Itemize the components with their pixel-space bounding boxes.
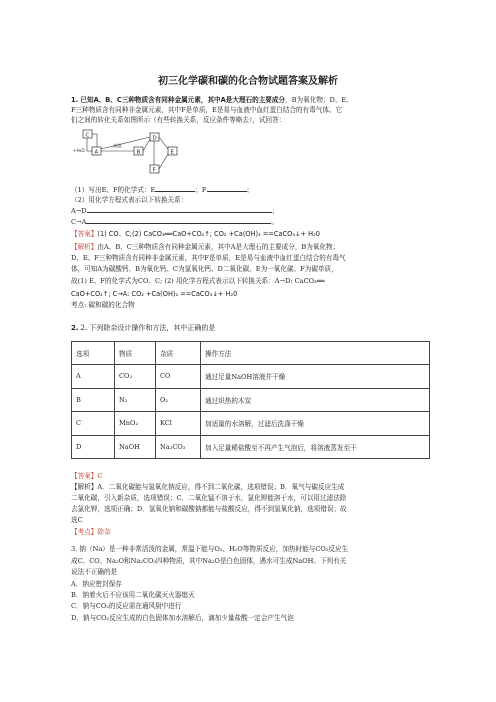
q1-analysis-line-3: 体，可知A为碳酸钙、B为氧化钙、C为氢氧化钙、D二氧化碳、E为一氧化碳、F为碳单质， bbox=[71, 265, 338, 273]
q1-c-to-a: C→A bbox=[71, 218, 87, 226]
cell: A bbox=[72, 365, 115, 389]
arrow-d-to-e bbox=[159, 137, 168, 149]
cell: B bbox=[72, 388, 115, 412]
q2-kaodian: 【考点】除杂 bbox=[71, 528, 111, 536]
box-c-label: C bbox=[85, 132, 90, 139]
table-row bbox=[72, 388, 430, 412]
q3-option-b: B．钠着火后不应该用二氧化碳灭火器熄灭 bbox=[71, 591, 195, 599]
blank-e bbox=[155, 191, 195, 192]
q1-answer bbox=[71, 230, 431, 239]
box-f-label: F bbox=[152, 167, 156, 174]
q3-stem-line-3: 说法不正确的是 bbox=[71, 568, 118, 576]
q1-sub1-end: ； bbox=[246, 186, 254, 194]
table-row bbox=[72, 435, 430, 459]
cell: C bbox=[72, 412, 115, 436]
q1-c-to-a-line: C→A 。 bbox=[71, 218, 278, 226]
q1-sub2: （2）用化学方程式表示以下转换关系： bbox=[71, 196, 188, 204]
header-option: 选项 bbox=[72, 342, 115, 365]
q1-analysis-line-5: CaO+CO₂↑; C→A: CO₂ +Ca(OH)₂ ==CaCO₃↓+ H₂0 bbox=[71, 290, 238, 298]
q1-stem-line-1 bbox=[71, 96, 431, 105]
cell: O₂ bbox=[156, 388, 201, 412]
header-substance: 物质 bbox=[115, 342, 156, 365]
q1-sub1-text: （1）写出E、F的化学式：E bbox=[71, 186, 156, 194]
q1-sub1 bbox=[71, 186, 431, 195]
header-impurity: 杂质 bbox=[156, 342, 201, 365]
blank-f bbox=[207, 191, 247, 192]
cell: N₂ bbox=[115, 388, 156, 412]
cell: Na₂CO₃ bbox=[156, 435, 201, 459]
cell: 通过足量NaOH溶液并干燥 bbox=[201, 365, 430, 389]
table-header-row bbox=[72, 342, 430, 365]
q1-stem-line-2: F三种物质含有同种非金属元素，其中F是单质，E是易与血液中血红蛋白结合的有毒气体。它 bbox=[71, 106, 343, 114]
box-a-label: A bbox=[94, 149, 99, 156]
cell: D bbox=[72, 435, 115, 459]
table-row bbox=[72, 365, 430, 389]
q2-analysis-line-2: 二氧化碳，引入新杂质，选项错误；C．二氧化锰不溶于水，氯化钾能溶于水，可以用过滤法除 bbox=[71, 494, 347, 502]
q2-stem-text: 2. 下列除杂设计操作和方法，其中正确的是 bbox=[80, 324, 216, 332]
page-title: 初三化学碳和碳的化合物试题答案及解析 bbox=[158, 76, 338, 87]
q1-answer-text: (1) CO、C;(2) CaCO₃══CaO+CO₂↑; CO₂ +Ca(OH)₂ ==CaCO₃↓+ H₂0 bbox=[97, 230, 320, 238]
table-row bbox=[72, 412, 430, 436]
arrow-label-high-temp: 高温 bbox=[113, 143, 122, 148]
cell: NaOH bbox=[115, 435, 156, 459]
cell: 通过炽热的木炭 bbox=[201, 388, 430, 412]
q1-a-to-d: A→D bbox=[71, 207, 87, 215]
blank-c-to-a bbox=[86, 223, 271, 224]
answer-tag: 【答案】 bbox=[71, 230, 98, 238]
q3-option-d: D．钠与CO₂反应生成的白色固体加水溶解后，滴加少量盐酸一定会产生气泡 bbox=[71, 614, 294, 622]
q3-option-c: C．钠与CO₂的反应需在通风厨中进行 bbox=[71, 602, 182, 610]
header-method: 操作方法 bbox=[201, 342, 430, 365]
q1-a-to-d-line: A→D ； bbox=[71, 207, 279, 215]
q1-transformation-diagram bbox=[72, 129, 182, 177]
q1-analysis-line-4: 故(1) E、F的化学式为CO、C; (2) 用化学方程式表示以下转换关系：A→D: CaCO₃══ bbox=[71, 277, 325, 285]
q2-analysis-line-3: 去氯化钾，选项正确；D．氢氧化钠和碳酸钠都能与盐酸反应，得不到氢氧化钠，选项错误；故 bbox=[71, 505, 347, 513]
arrow-b-to-d bbox=[143, 139, 150, 151]
blank-a-to-d bbox=[87, 212, 272, 213]
q1-sub1-mid: ；F bbox=[195, 186, 207, 194]
q1-analysis-line-2: D、E、F三种物质含有同种非金属元素，其中F是单质，E是易与血液中血红蛋白结合的有毒气 bbox=[71, 254, 346, 262]
q1-stem-rest: ，B为氧化物；D、E、 bbox=[285, 96, 353, 104]
cell: 加适量的水溶解，过滤后洗涤干燥 bbox=[201, 412, 430, 436]
q1-kaodian: 考点: 碳和碳的化合物 bbox=[71, 301, 135, 309]
q1-analysis-text-1: 由A、B、C三种物质含有同种金属元素，其中A是大理石的主要成分，B为氧化物； bbox=[97, 243, 340, 251]
water-label: +H₂O bbox=[73, 148, 85, 153]
q2-analysis-line-1: 【解析】A．二氧化碳能与氢氧化钠反应，得不到二氧化碳，选项错误；B．氧气与碳反应生成 bbox=[71, 483, 345, 491]
q1-stem-line-3: 们之间的转化关系如图所示（有些转换关系，反应条件等略去），试回答： bbox=[71, 116, 286, 124]
box-d-label: D bbox=[152, 135, 157, 142]
q3-option-a: A．钠应密封保存 bbox=[71, 580, 122, 588]
q2-analysis-line-4: 选C bbox=[71, 516, 83, 524]
analysis-tag: 【解析】 bbox=[71, 243, 98, 251]
q2-stem: 2. 2. 下列除杂设计操作和方法，其中正确的是 bbox=[71, 324, 216, 332]
q1-analysis-line-1 bbox=[71, 243, 431, 252]
cell: CO bbox=[156, 365, 201, 389]
cell: MnO₂ bbox=[115, 412, 156, 436]
q2-answer: 【答案】C bbox=[71, 472, 103, 480]
q1-stem-bold: 1. 已知A、B、C三种物质含有同种金属元素，其中A是大理石的主要成分 bbox=[71, 96, 286, 104]
box-e-label: E bbox=[170, 149, 174, 156]
q3-stem-line-2: 成C、CO、Na₂O和Na₂CO₃四种物质，其中Na₂O是白色固体，遇水可生成NaOH。下列有关 bbox=[71, 557, 347, 565]
box-b-label: B bbox=[136, 149, 141, 156]
q2-options-table bbox=[71, 341, 430, 459]
q3-stem-line-1: 3. 钠（Na）是一种非常活泼的金属，常温下能与O₂、H₂O等物质反应，加热时能与CO₂反应生 bbox=[71, 545, 349, 553]
cell: 加入足量稀盐酸至不再产生气泡后，将溶液蒸发至干 bbox=[201, 435, 430, 459]
cell: CO₂ bbox=[115, 365, 156, 389]
cell: KCl bbox=[156, 412, 201, 436]
arrow-f-to-e bbox=[159, 154, 168, 169]
